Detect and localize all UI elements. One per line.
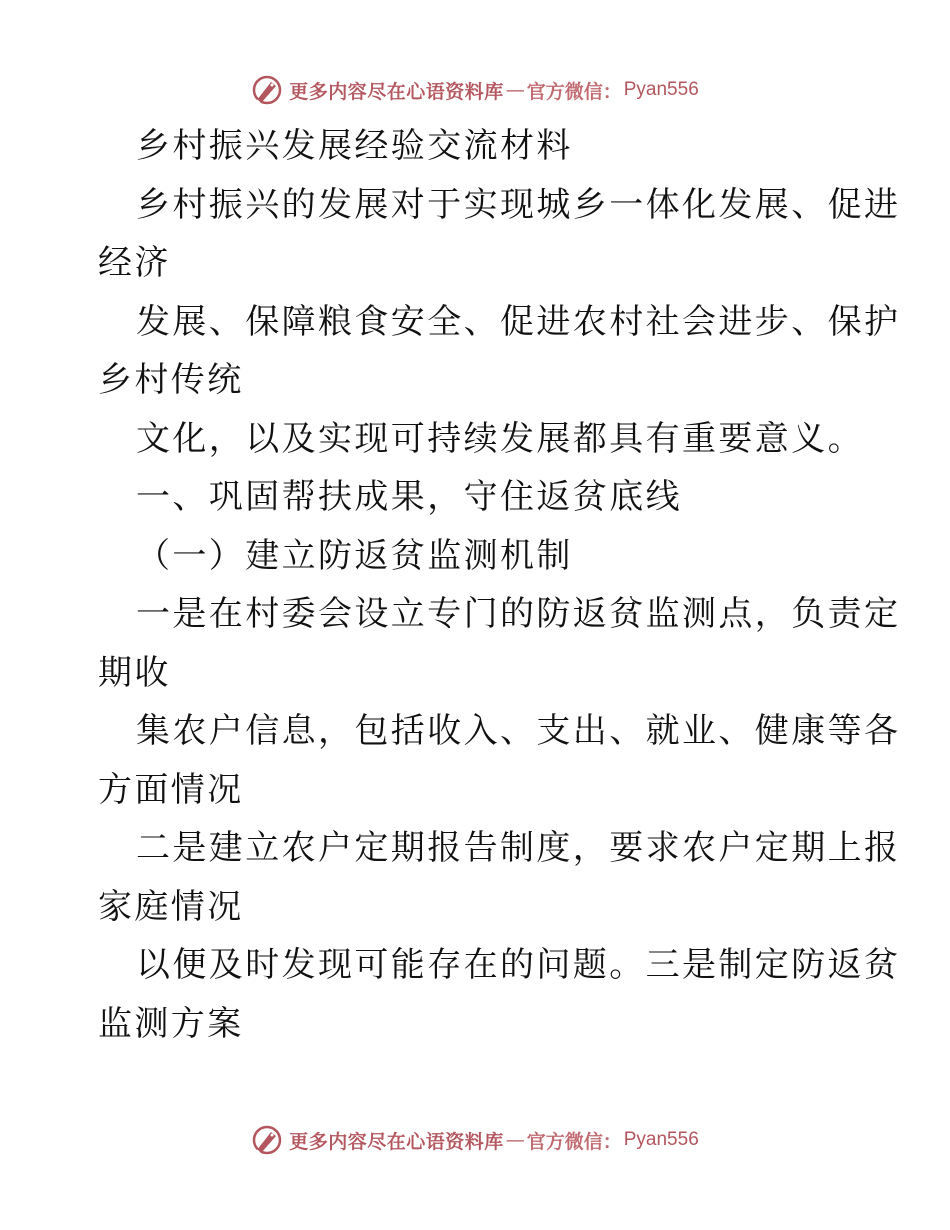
footer-promo-text: 更多内容尽在心语资料库 — [289, 1130, 504, 1153]
document-line: 家庭情况 — [98, 886, 244, 927]
document-line: 二是建立农户定期报告制度，要求农户定期上报 — [136, 828, 901, 868]
pen-logo-icon — [251, 74, 283, 106]
document-body — [98, 117, 901, 1053]
footer-wechat-label: 官方微信： — [526, 1130, 622, 1153]
header-wechat-id: Pyan556 — [623, 79, 699, 100]
pen-logo-icon — [251, 1124, 283, 1156]
header-promo-text: 更多内容尽在心语资料库 — [289, 80, 504, 103]
document-line: （一）建立防返贫监测机制 — [136, 535, 573, 576]
document-line: 一、巩固帮扶成果，守住返贫底线 — [136, 477, 682, 517]
document-line: 文化，以及实现可持续发展都具有重要意义。 — [136, 418, 864, 459]
document-line: 经济 — [98, 243, 171, 283]
document-line: 乡村振兴发展经验交流材料 — [136, 126, 573, 166]
document-line: 一是在村委会设立专门的防返贫监测点，负责定 — [136, 594, 901, 634]
header-banner — [0, 70, 950, 110]
footer-separator: — — [505, 1129, 525, 1151]
footer-wechat-id: Pyan556 — [623, 1129, 699, 1150]
document-line: 以便及时发现可能存在的问题。三是制定防返贫 — [136, 945, 901, 985]
document-line: 集农户信息，包括收入、支出、就业、健康等各 — [136, 711, 901, 751]
header-wechat-label: 官方微信： — [526, 80, 622, 103]
document-line: 乡村振兴的发展对于实现城乡一体化发展、促进 — [136, 184, 901, 225]
document-line: 期收 — [98, 652, 171, 693]
document-line: 发展、保障粮食安全、促进农村社会进步、保护 — [136, 301, 901, 342]
footer-banner — [0, 1120, 950, 1160]
document-line: 方面情况 — [98, 769, 244, 810]
header-separator: — — [505, 79, 525, 101]
document-line: 乡村传统 — [98, 360, 244, 400]
document-line: 监测方案 — [98, 1003, 244, 1044]
